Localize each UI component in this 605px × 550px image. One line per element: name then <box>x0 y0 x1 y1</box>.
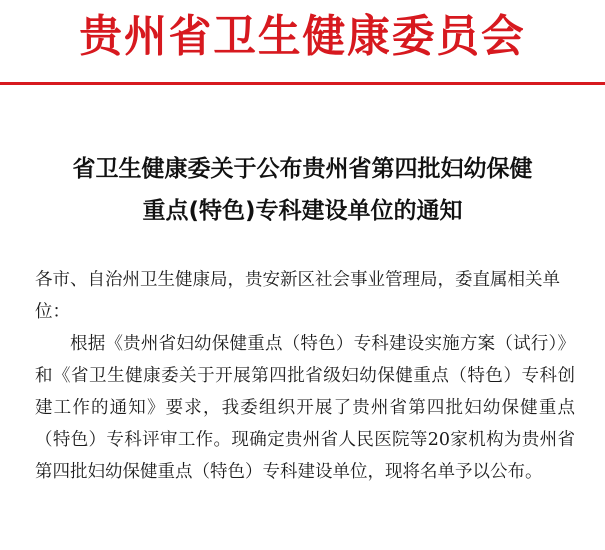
document-body <box>35 264 575 488</box>
red-divider-line <box>0 82 605 85</box>
salutation: 各市、自治州卫生健康局，贵安新区社会事业管理局，委直属相关单位： <box>35 270 560 322</box>
body-paragraph: 根据《贵州省妇幼保健重点（特色）专科建设实施方案（试行）》和《省卫生健康委关于开展第四批省级妇幼保健重点（特色）专科创建工作的通知》要求，我委组织开展了贵州省第四批妇幼保健重点（特色）专科评审工作。现确定贵州省人民医院等20家机构为贵州省第四批妇幼保健重点（特色）专科建设单位，现将名单予以公布。 <box>35 334 575 482</box>
title-line-1: 省卫生健康委关于公布贵州省第四批妇幼保健 <box>72 156 533 182</box>
document-title <box>20 148 585 232</box>
title-line-2: 重点(特色)专科建设单位的通知 <box>142 198 463 224</box>
organization-header: 贵州省卫生健康委员会 <box>79 11 526 62</box>
